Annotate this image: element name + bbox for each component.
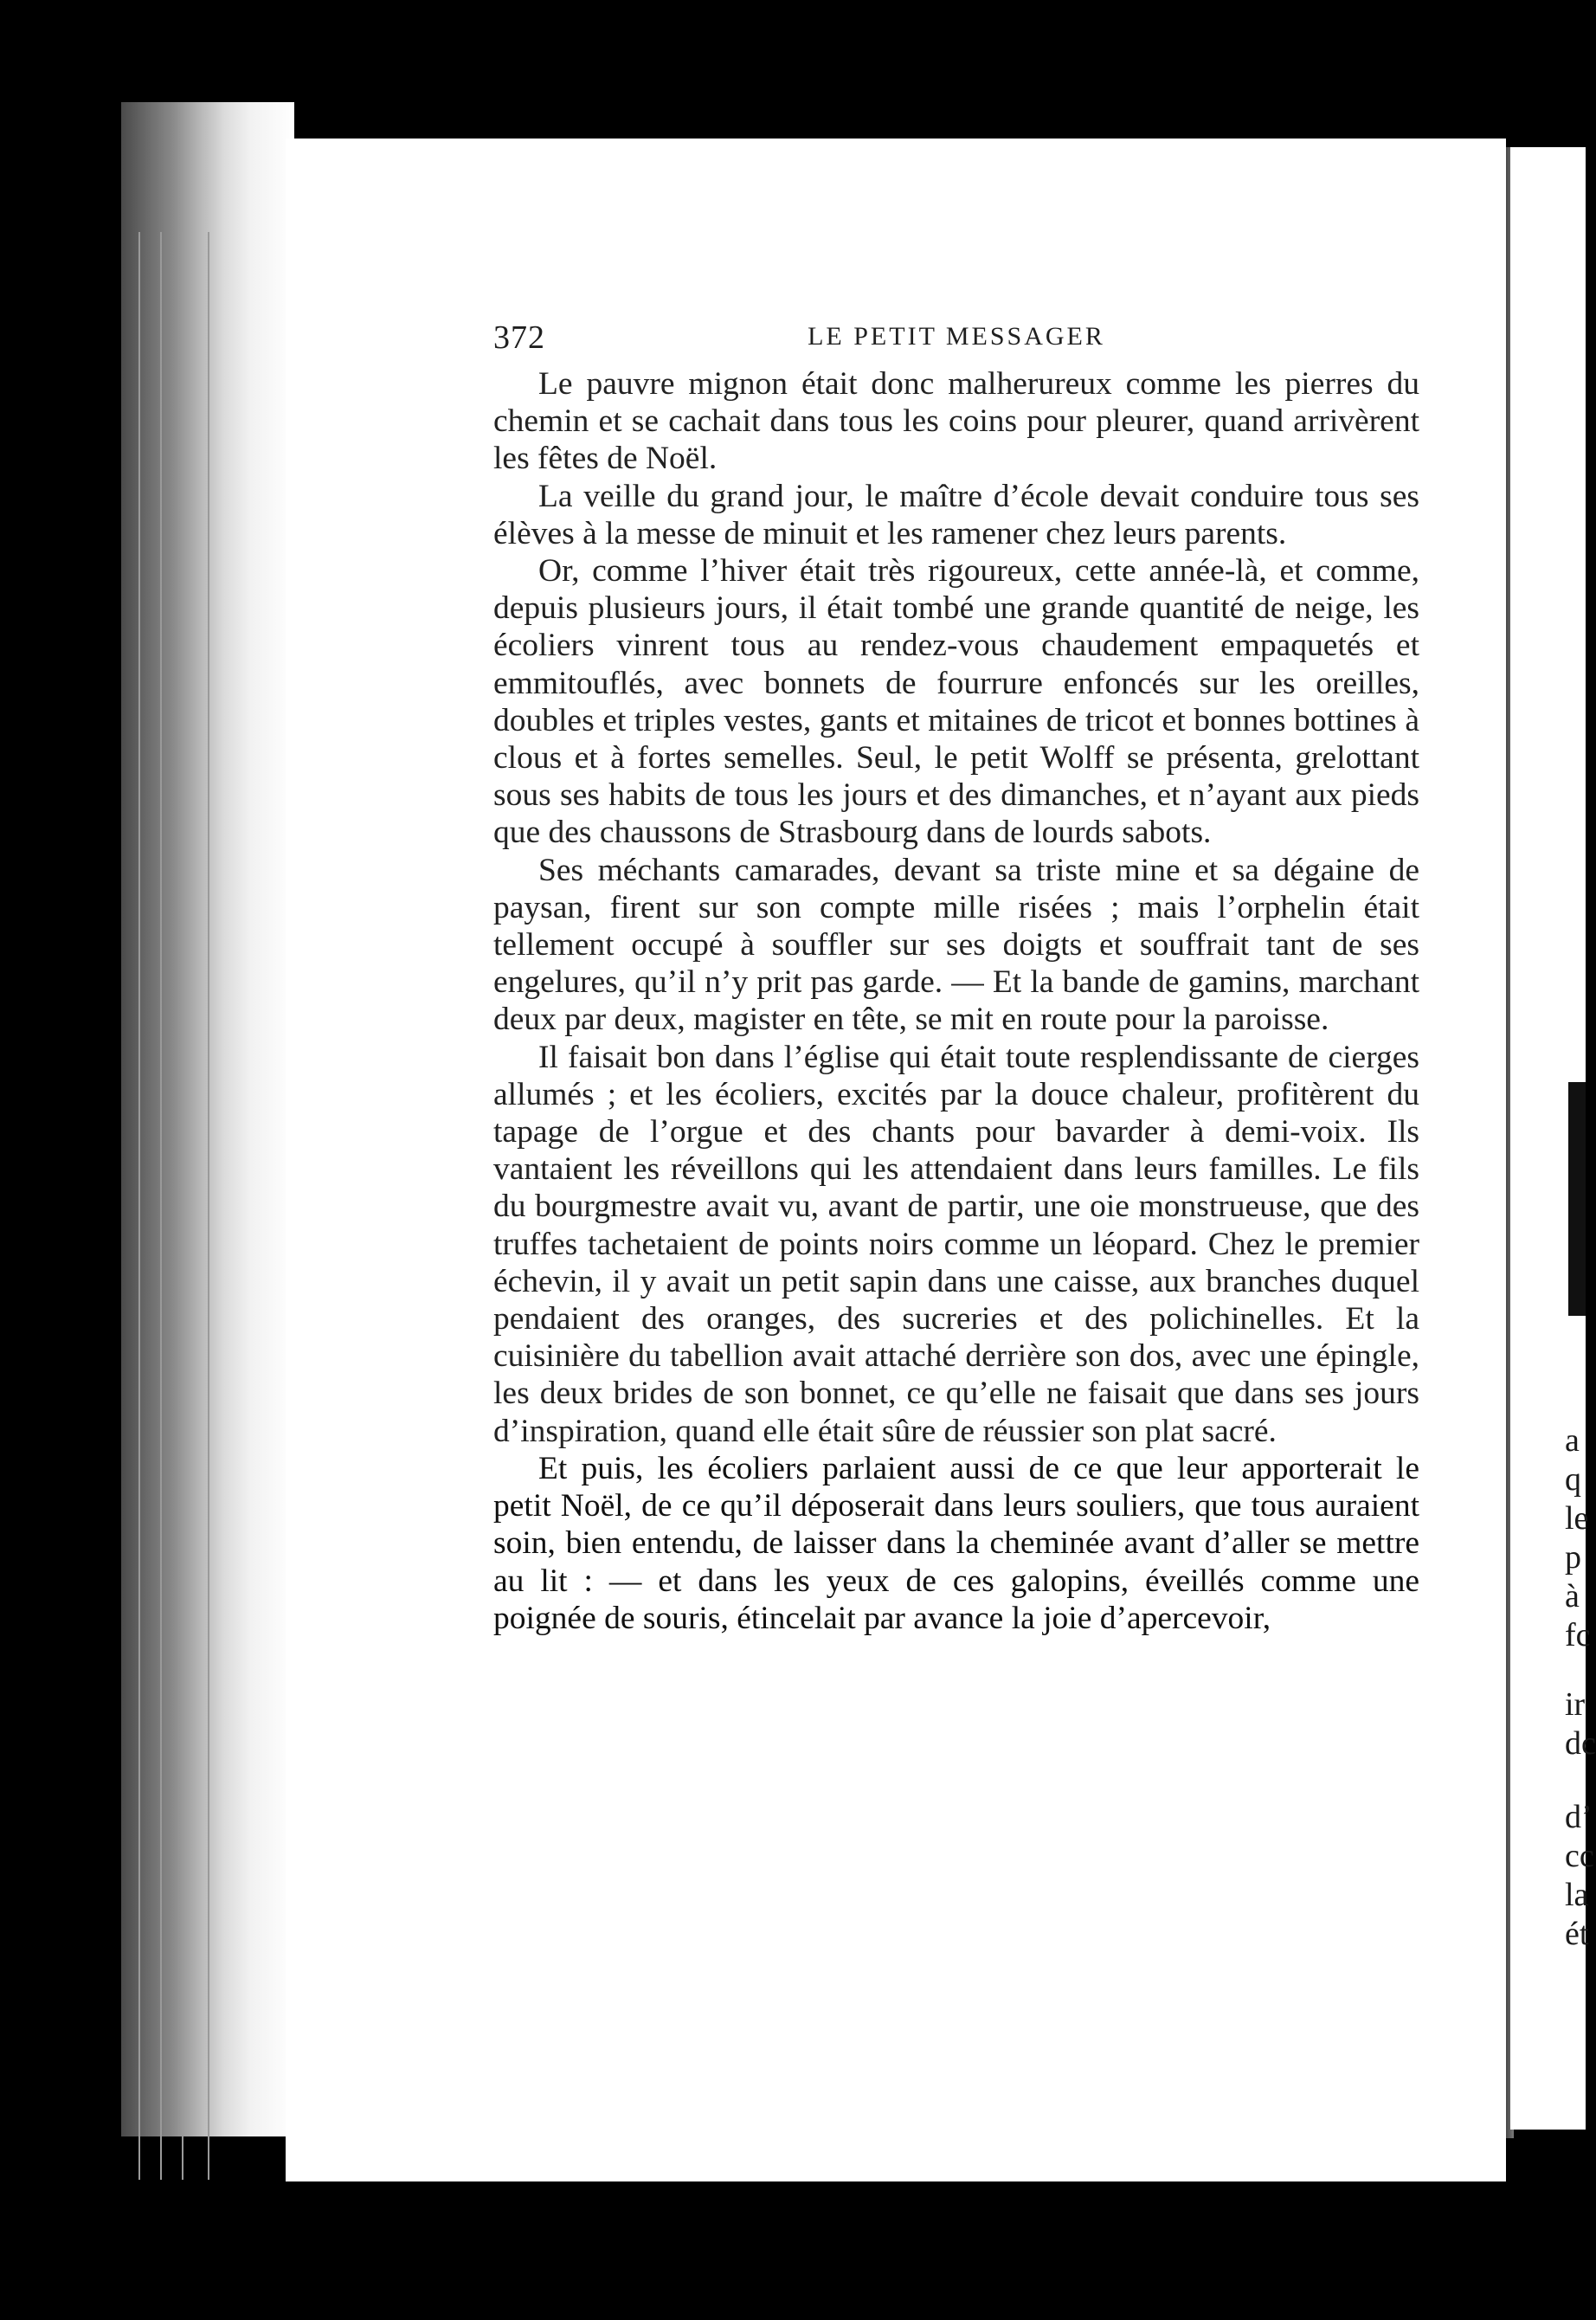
facing-page-shadow bbox=[1568, 1082, 1586, 1316]
facing-page-fragment: q bbox=[1565, 1461, 1581, 1498]
book-page-edges bbox=[121, 102, 294, 2136]
paragraph: Le pauvre mignon était donc malherureux comme les pierres du chemin et se cachait dans tous les coins pour pleurer, quand arrivèrent les fêtes de Noël. bbox=[493, 366, 1419, 477]
facing-page-fragment: fc bbox=[1565, 1617, 1591, 1653]
facing-page-fragment: dc bbox=[1565, 1725, 1596, 1762]
running-title: LE PETIT MESSAGER bbox=[808, 322, 1105, 351]
page-edge-line bbox=[160, 232, 162, 2180]
facing-page-fragment: le bbox=[1565, 1500, 1589, 1537]
page-number: 372 bbox=[493, 319, 545, 356]
facing-page-fragment: d’ bbox=[1565, 1799, 1593, 1835]
page-edge-line bbox=[182, 232, 183, 2180]
paragraph: Il faisait bon dans l’église qui était toute resplendissante de cierges allumés ; et les écoliers, excités par la douce chaleur, profitèrent du tapage de l’orgue et des chants pour bavarder à demi-voix. Ils vantaient les réveillons qui les attendaient dans leurs familles. Le fils du bourgmestre avait vu, avant de partir, une oie monstrueuse, que des truffes tachetaient de points noirs comme un léopard. Chez le premier échevin, il y avait un petit sapin dans une caisse, aux branches duquel pendaient des oranges, des sucreries et des polichinelles. Et la cuisinière du tabellion avait attaché derrière son dos, avec une épingle, les deux brides de son bonnet, ce qu’elle ne faisait que dans ses jours d’inspiration, quand elle était sûre de réussier son plat sacré. bbox=[493, 1039, 1419, 1449]
page-edge-line bbox=[138, 232, 140, 2180]
paragraph: Or, comme l’hiver était très rigoureux, cette année-là, et comme, depuis plusieurs jours, il était tombé une grande quantité de neige, les écoliers vinrent tous au rendez-vous chaudement empaquetés et emmitouflés, avec bonnets de fourrure enfoncés sur les oreilles, doubles et triples vestes, gants et mitaines de tricot et bonnes bottines à clous et à fortes semelles. Seul, le petit Wolff se présenta, grelottant sous ses habits de tous les jours et des dimanches, et n’ayant aux pieds que des chaussons de Strasbourg dans de lourds sabots. bbox=[493, 553, 1419, 851]
paragraph: Et puis, les écoliers parlaient aussi de ce que leur apporterait le petit Noël, de ce qu’il déposerait dans leurs souliers, que tous auraient soin, bien entendu, de laisser dans la cheminée avant d’aller se mettre au lit : — et dans les yeux de ces galopins, éveillés comme une poignée de souris, étincelait par avance la joie d’apercevoir, bbox=[493, 1450, 1419, 1636]
book-page bbox=[286, 139, 1506, 2181]
facing-page-fragment: la bbox=[1565, 1877, 1589, 1913]
paragraph: Ses méchants camarades, devant sa triste mine et sa dégaine de paysan, firent sur son compte mille risées ; mais l’orphelin était tellement occupé à souffler sur ses doigts et souffrait tant de ses engelures, qu’il n’y prit pas garde. — Et la bande de gamins, marchant deux par deux, magister en tête, se mit en route pour la paroisse. bbox=[493, 852, 1419, 1038]
facing-page-fragment: à bbox=[1565, 1578, 1580, 1614]
facing-page-fragment: ir bbox=[1565, 1686, 1586, 1723]
page-edge-line bbox=[208, 232, 209, 2180]
facing-page-fragment: p bbox=[1565, 1539, 1581, 1576]
paragraph: La veille du grand jour, le maître d’école devait conduire tous ses élèves à la messe de minuit et les ramener chez leurs parents. bbox=[493, 478, 1419, 551]
facing-page-fragment: a bbox=[1565, 1422, 1580, 1459]
facing-page-fragment: cc bbox=[1565, 1838, 1594, 1874]
body-text bbox=[493, 365, 1419, 1637]
page-header bbox=[493, 319, 1419, 362]
facing-page-fragment: ét bbox=[1565, 1916, 1589, 1952]
